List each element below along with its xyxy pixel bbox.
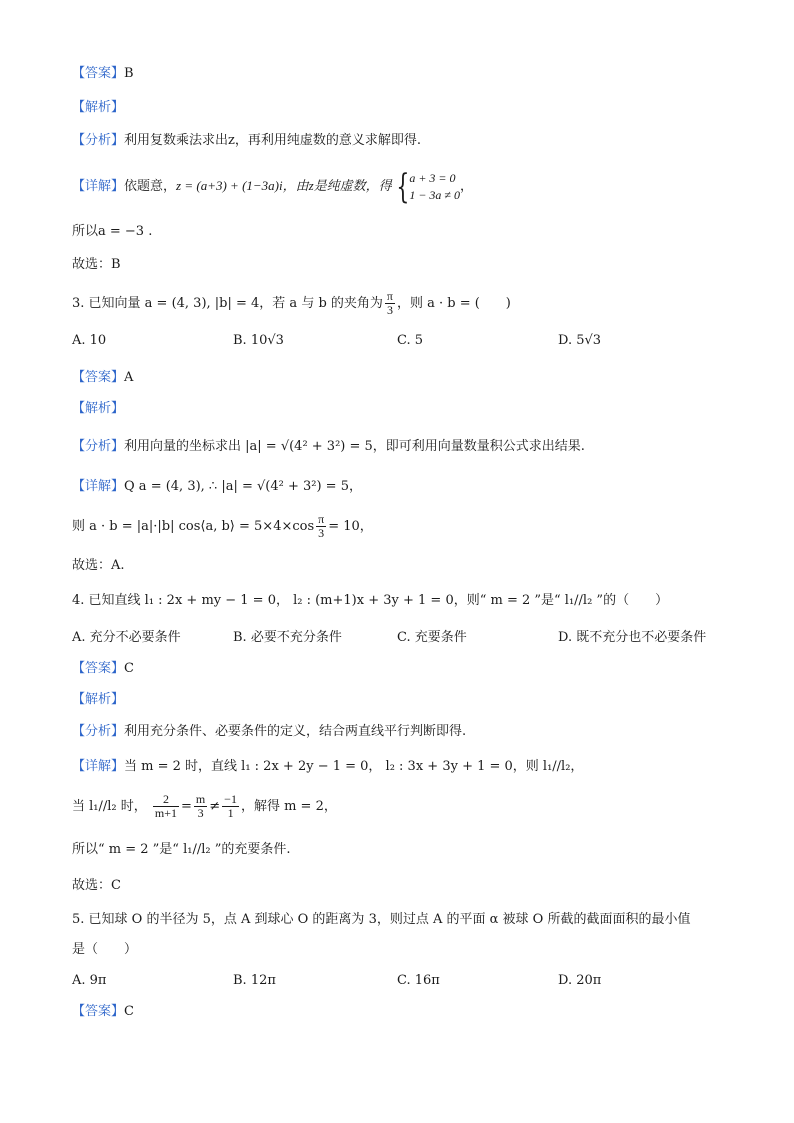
equation-system: a + 3 = 0 1 − 3a ≠ 0 <box>409 170 460 202</box>
answer-a: 【答案】A <box>72 370 134 385</box>
section-tag: 【解析】 <box>72 692 125 707</box>
fraction-2-over-m-plus-1: $\frac{2}{m+1}$ <box>154 792 178 820</box>
analysis-text-2: 【分析】利用向量的坐标求出 |a| = √(4² + 3²) = 5，即可利用向量数量积公式求出结果. <box>72 439 585 454</box>
section-tag: 【答案】 <box>72 66 125 81</box>
choice-a: 故选：A. <box>72 558 125 573</box>
section-tag: 【解析】 <box>72 100 125 115</box>
section-tag: 【分析】 <box>72 724 125 739</box>
fraction-pi-over-3: $\frac{\pi}{3}$ <box>386 289 393 317</box>
question-4-stem: 4. 已知直线 l₁ : 2x + my − 1 = 0， l₂ : (m+1)x + 3y + 1 = 0，则“ m = 2 ”是“ l₁//l₂ ”的（ ） <box>72 593 669 608</box>
fraction-pi-over-3-b: $\frac{\pi}{3}$ <box>318 512 325 540</box>
q3-option-c: C. 5 <box>397 333 424 348</box>
detail-text-3: 则 a · b = |a|·|b| cos⟨a, b⟩ = 5×4×cos $\frac{\pi}{3}$ = 10， <box>72 512 373 540</box>
answer-c-2: 【答案】C <box>72 1004 134 1019</box>
detail-text-2: 【详解】Q a = (4, 3), ∴ |a| = √(4² + 3²) = 5， <box>72 479 362 494</box>
section-tag: 【分析】 <box>72 133 125 148</box>
answer-b-1: 【答案】B <box>72 66 134 81</box>
q5-option-b: B. 12π <box>233 973 276 988</box>
analysis-text-3: 【分析】利用充分条件、必要条件的定义，结合两直线平行判断即得. <box>72 724 467 739</box>
analysis-heading-2 <box>72 399 124 419</box>
q5-option-c: C. 16π <box>397 973 440 988</box>
detail-text-1: 【详解】依题意，z = (a+3) + (1−3a)i，由z是纯虚数，得 { a + 3 = 0 1 − 3a ≠ 0 ， <box>72 166 474 207</box>
q4-option-d: D. 既不充分也不必要条件 <box>558 630 707 645</box>
section-tag: 【详解】 <box>72 479 125 494</box>
answer-c-1: 【答案】C <box>72 661 134 676</box>
q3-option-a: A. 10 <box>72 333 107 348</box>
analysis-text-1: 【分析】利用复数乘法求出z，再利用纯虚数的意义求解即得. <box>72 133 421 148</box>
fraction-m-over-3: $\frac{m}{3}$ <box>195 792 206 820</box>
question-5-stem-line2: 是（ ） <box>72 942 138 957</box>
analysis-heading-1 <box>72 98 124 118</box>
analysis-heading-3 <box>72 690 124 710</box>
q5-option-a: A. 9π <box>72 973 107 988</box>
section-tag: 【解析】 <box>72 401 125 416</box>
detail-text-5: 当 l₁//l₂ 时， $\frac{2}{m+1}$ = $\frac{m}{3}$ ≠ $\frac{-1}{1}$ ，解得 m = 2， <box>72 792 337 820</box>
conclusion-1: 所以a = −3 . <box>72 224 153 239</box>
section-tag: 【详解】 <box>72 179 125 194</box>
conclusion-2: 所以“ m = 2 ”是“ l₁//l₂ ”的充要条件. <box>72 842 291 857</box>
question-3-stem: 3. 已知向量 a = (4, 3), |b| = 4，若 a 与 b 的夹角为 $\frac{\pi}{3}$ ，则 a · b = ( ) <box>72 289 511 317</box>
choice-c: 故选：C <box>72 878 121 893</box>
q3-option-d: D. 5√3 <box>558 333 602 348</box>
section-tag: 【答案】 <box>72 370 125 385</box>
fraction-minus1-over-1: $\frac{-1}{1}$ <box>224 792 237 820</box>
section-tag: 【答案】 <box>72 1004 125 1019</box>
q4-option-b: B. 必要不充分条件 <box>233 630 342 645</box>
q3-option-b: B. 10√3 <box>233 333 284 348</box>
choice-b-1: 故选：B <box>72 257 121 272</box>
question-5-stem-line1: 5. 已知球 O 的半径为 5，点 A 到球心 O 的距离为 3，则过点 A 的平面 α 被球 O 所截的截面面积的最小值 <box>72 912 691 927</box>
q5-option-d: D. 20π <box>558 973 602 988</box>
brace-icon: { <box>396 166 409 207</box>
q4-option-c: C. 充要条件 <box>397 630 467 645</box>
section-tag: 【答案】 <box>72 661 125 676</box>
section-tag: 【详解】 <box>72 759 125 774</box>
section-tag: 【分析】 <box>72 439 125 454</box>
q4-option-a: A. 充分不必要条件 <box>72 630 181 645</box>
detail-text-4: 【详解】当 m = 2 时，直线 l₁ : 2x + 2y − 1 = 0， l₂ : 3x + 3y + 1 = 0，则 l₁//l₂， <box>72 759 584 774</box>
